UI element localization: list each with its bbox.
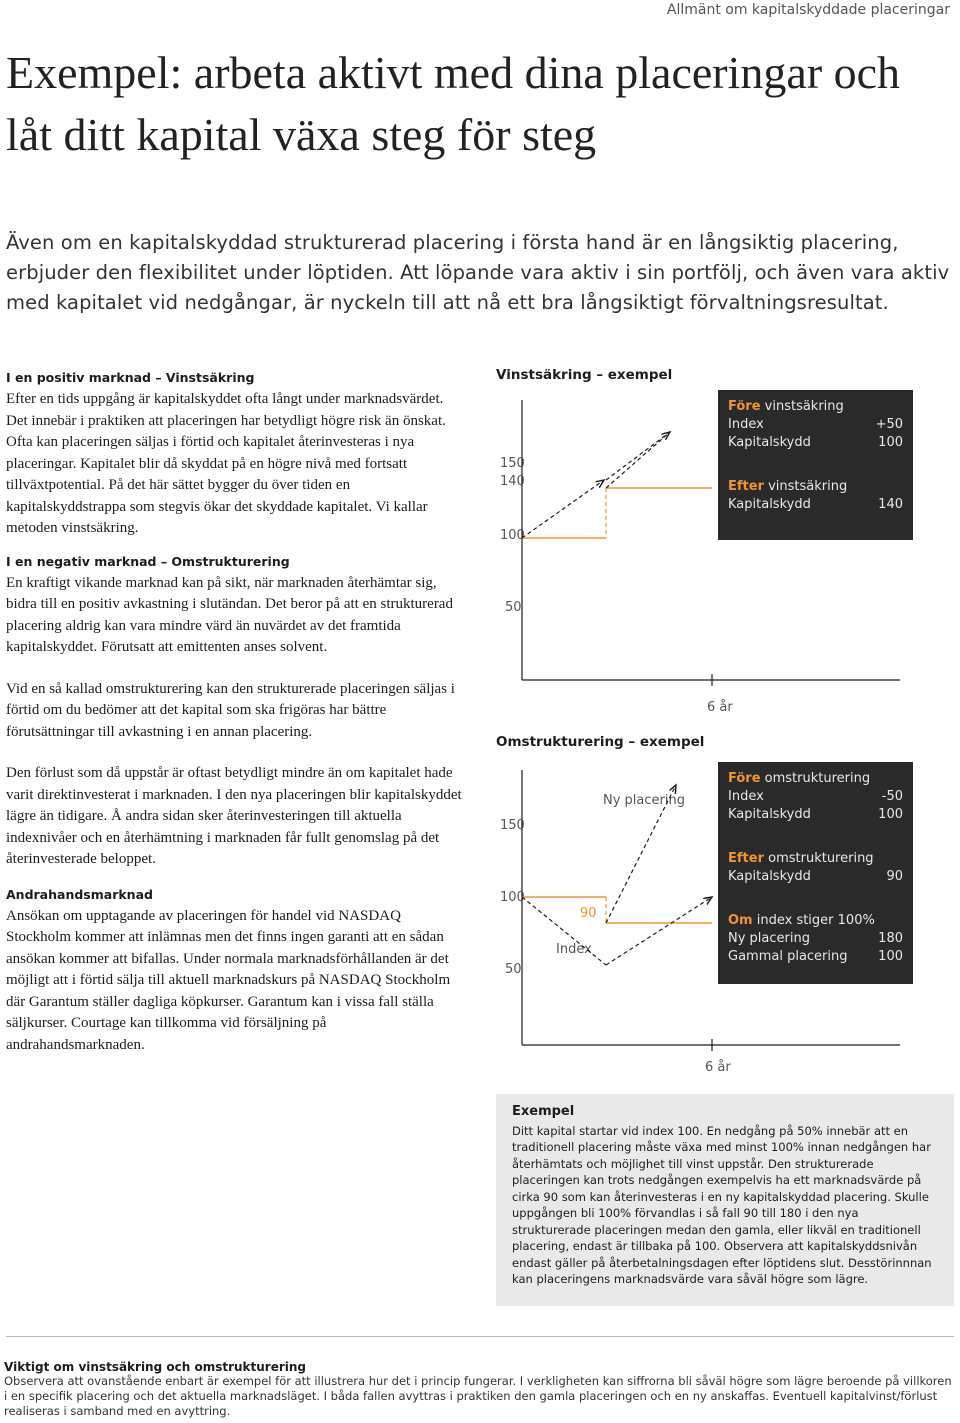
footer-heading: Viktigt om vinstsäkring och omstrukturering [4,1360,307,1374]
chart1-tick-100: 100 [500,528,525,543]
example-text: Ditt kapital startar vid index 100. En nedgång på 50% innebär att en traditionell placering måste växa med minst 100% innan nedgången har återhämtats och möjlighet till vinst uppstår. Den strukturerade placeringen kan trots nedgången exempelvis ha ett marknadsvärde på cirka 90 som kan återinvesteras i en ny kapitalskyddad placering. Skulle uppgången bli 100% förvandlas i så fall 90 till 180 i den nya strukturerade placeringen medan den gamla, eller likväl en traditionell placering, endast är tillbaka på 100. Observera att kapitalskyddsnivån endast gäller på återbetalningsdagen efter löptidens slut. Desstörinnnan kan placeringens marknadsvärde vara såväl högre som lägre. [512,1123,932,1286]
negative-heading: I en negativ marknad – Omstrukturering [6,553,290,569]
chart2-cap2-value: 90 [886,869,903,884]
chart1-index-path-2 [606,432,670,480]
chart1-after-rest: vinstsäkring [763,479,848,494]
example-heading: Exempel [512,1104,575,1119]
intro-paragraph: Även om en kapitalskyddad strukturerad placering i första hand är en långsiktig placering, erbjuder den flexibilitet under löptiden. Att löpande vara aktiv i sin portfölj, och även vara aktiv med kapitalet vid nedgångar, är nyckeln till att nå ett bra långsiktigt förvaltningsresultat. [6,231,950,314]
chart1-index-value: +50 [875,417,903,432]
chart2-index-value: -50 [881,789,903,804]
chart1-cap-label: Kapitalskydd [728,435,811,450]
negative-text-3: Den förlust som då uppstår är oftast betydligt mindre än om kapitalet hade varit direktinvesterat i marknaden. I den nya placeringen blir kapitalskyddet lägre än tidigare. Å andra sidan sker återinvesteringen till aktuella indexnivåer och en återhämtning i marknaden får fullt genomslag på det återinvesterade beloppet. [6,765,462,867]
chart1-title: Vinstsäkring – exempel [496,367,673,383]
chart2-x-label: 6 år [705,1060,731,1075]
chart1-after-word: Efter [728,479,764,494]
chart1-index-label: Index [728,417,764,432]
chart2-cap-value: 100 [878,807,903,822]
chart2-tick-100: 100 [500,890,525,905]
chart2-cap-label: Kapitalskydd [728,807,811,822]
footer-text: Observera att ovanstående enbart är exempel för att illustrera hur det i princip fungerar. I verkligheten kan siffrorna bli såväl högre som lägre beroende på villkoren i en specifik placering och det aktuella marknadsläget. I båda fallen avyttras i praktiken den gamla placeringen och en ny anskaffas. Eventuell kapitalvinst/förlust realiseras i samband med en avyttring. [4,1374,952,1418]
chart1-index-path-3 [606,432,670,488]
chart2-old-value: 100 [878,949,903,964]
chart2-index-label: Index [728,789,764,804]
chart2-label-new: Ny placering [603,793,685,808]
chart1-tick-50: 50 [505,600,522,615]
secondary-heading: Andrahandsmarknad [6,886,153,902]
chart2-title: Omstrukturering – exempel [496,734,705,750]
footer-divider [6,1336,954,1337]
negative-text-1: En kraftigt vikande marknad kan på sikt, när marknaden återhämtar sig, bidra till en positiv avkastning i slutändan. Det beror på att en strukturerad placering aldrig kan vara mindre värd än nuvärdet av det framtida kapitalskyddet. Förutsatt att emittenten anses solvent. [6,574,453,655]
left-column [6,370,464,1056]
chart2-before-rest: omstrukturering [760,771,871,786]
secondary-text: Ansökan om upptagande av placeringen för handel vid NASDAQ Stockholm kommer att inlämnas men det finns ingen garanti att en sådan ansökan kommer att bifallas. Under normala marknadsförhållanden är det möjligt att i förtid sälja till aktuell marknadskurs på NASDAQ Stockholm där Garantum ställer dagliga köpkurser. Garantum kan i vissa fall ställa säljkurser. Courtage kan tillkomma vid försäljning på andrahandsmarknaden. [6,907,451,1053]
chart2-new-placement [606,785,676,923]
chart1-cap-value: 100 [878,435,903,450]
chart2-label-index: Index [556,942,592,957]
chart2-before-word: Före [728,771,761,786]
positive-text: Efter en tids uppgång är kapitalskyddet ofta långt under marknadsvärdet. Det innebär i praktiken att placeringen har betydligt högre risk än önskat. Ofta kan placeringen säljas i förtid och kapitalet återinvesteras i nya placeringar. Kapitalet blir då skyddat på en högre nivå med fortsatt tillväxtpotential. På det här sättet bygger du över tiden en kapitalskyddstrappa som stegvis ökar det skyddade kapitalet. Vi kallar metoden vinstsäkring. [6,391,446,536]
chart1-x-label: 6 år [707,700,733,715]
chart2-tick-150: 150 [500,818,525,833]
chart2-if-word: Om [728,913,753,928]
chart1-before-rest: vinstsäkring [760,399,844,414]
chart1-tick-150: 150 [500,456,525,471]
footer [4,1360,954,1419]
chart1-cap2-value: 140 [878,497,903,512]
chart2-new-label: Ny placering [728,931,810,946]
chart1-before-word: Före [728,399,761,414]
chart2-after-rest: omstrukturering [763,851,874,866]
chart2-if-rest: index stiger 100% [752,913,875,928]
chart2-info-box [718,762,913,984]
positive-heading: I en positiv marknad – Vinstsäkring [6,370,255,385]
chart2-index-down [522,897,606,965]
chart2-cap2-label: Kapitalskydd [728,869,811,884]
chart1-info-box [718,390,913,540]
chart1-tick-140: 140 [500,474,525,489]
section-label: Allmänt om kapitalskyddade placeringar [666,2,950,18]
example-box [496,1094,954,1306]
chart2-index-up [606,897,712,965]
negative-text-2: Vid en så kallad omstrukturering kan den strukturerade placeringen säljas i förtid om du bedömer att det kapital som ska frigöras har bättre förutsättningar till avkastning i en annan placering. [6,680,455,740]
chart2-new-value: 180 [878,931,903,946]
page-title: Exempel: arbeta aktivt med dina placeringar och låt ditt kapital växa steg för steg [6,47,901,160]
chart2-after-word: Efter [728,851,764,866]
chart2-label-90: 90 [580,906,597,921]
chart1-index-path-1 [522,480,604,538]
chart2-tick-50: 50 [505,962,522,977]
chart1-cap2-label: Kapitalskydd [728,497,811,512]
chart2-old-label: Gammal placering [728,949,848,964]
